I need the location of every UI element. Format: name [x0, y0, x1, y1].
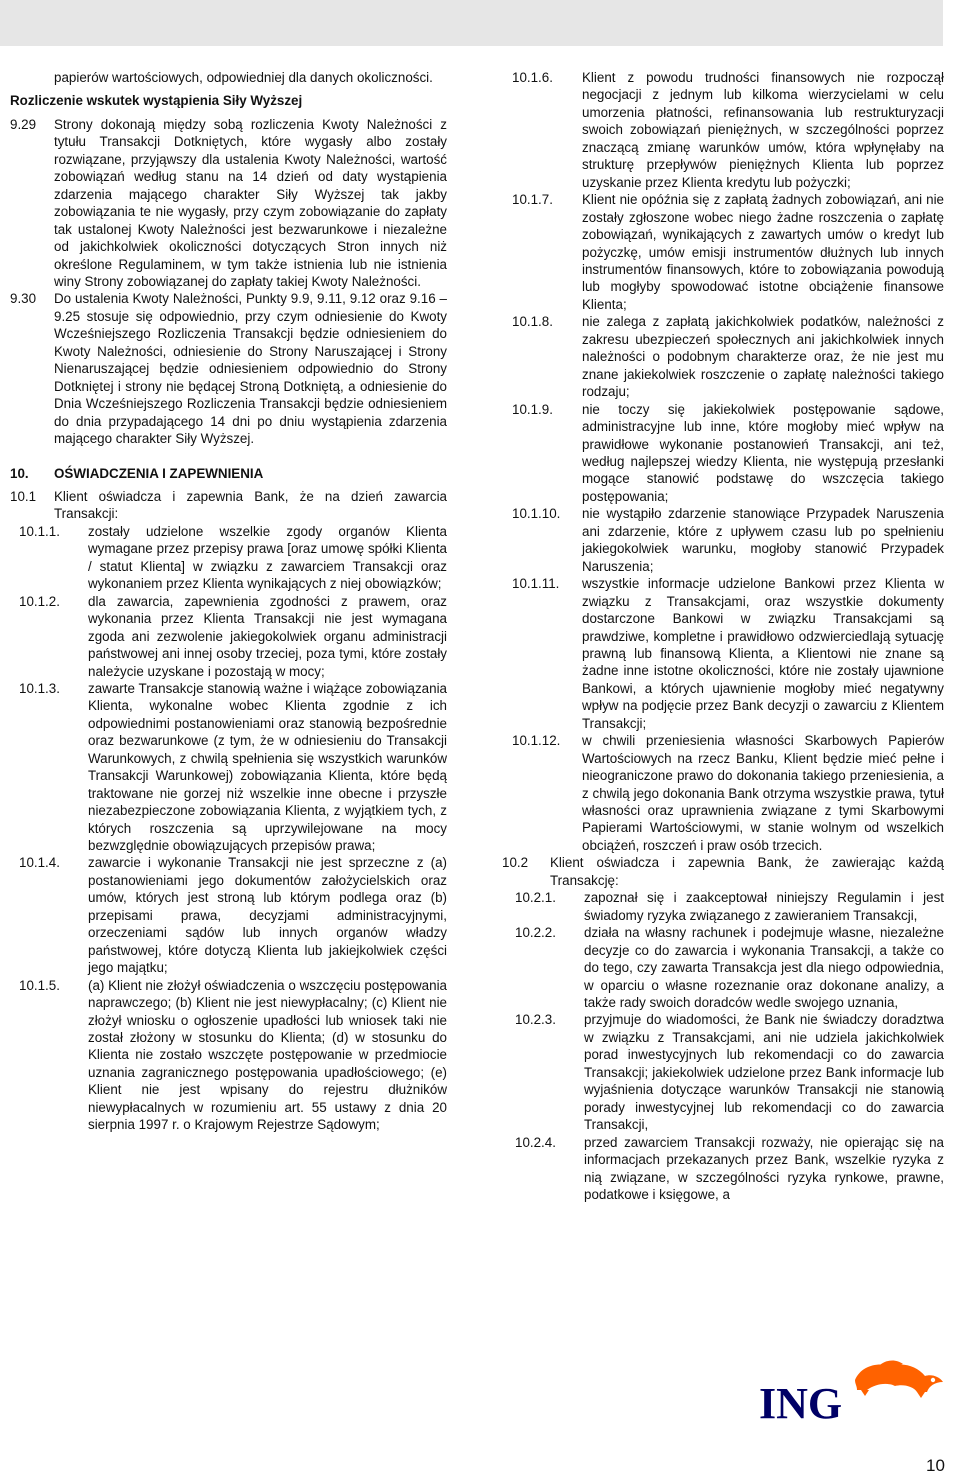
force-majeure-heading: Rozliczenie wskutek wystąpienia Siły Wyższej — [10, 93, 303, 109]
clause-number: 9.29 — [10, 116, 37, 132]
item-number: 10.1.2. — [19, 593, 60, 609]
list-item — [502, 191, 944, 313]
clause-number: 9.30 — [10, 291, 37, 307]
list-item — [502, 732, 944, 854]
list-item — [10, 854, 447, 976]
item-number: 10.2.2. — [515, 925, 556, 941]
list-item — [502, 889, 944, 924]
item-number: 10.1.8. — [512, 314, 553, 330]
section-title: OŚWIADCZENIA I ZAPEWNIENIA — [54, 465, 264, 481]
item-text: (a) Klient nie złożył oświadczenia o wszczęciu postępowania naprawczego; (b) Klient nie jest niewypłacalny; (c) Klient nie złożył wniosku o ogłoszenie upadłości lub wniosek taki nie został złożony w stosunku do Klienta; (d) w stosunku do Klienta nie zostało wszczęte postępowanie w przedmiocie uznania zagranicznego postępowania upadłościowego; (e) Klient nie jest wpisany do rejestru dłużników niewypłacalnych w rozumieniu art. 55 ustawy z dnia 20 sierpnia 1997 r. o Krajowym Rejestrze Sądowym; — [88, 977, 447, 1133]
item-text: Klient z powodu trudności finansowych nie rozpoczął negocjacji z jednym lub kilkoma wierzycielami w celu umorzenia płatności, refinansowania lub restrukturyzacji swoich zobowiązań pieniężnych, w szczególności poprzez znaczącą zmianę warunków umów, która wpłynęłaby na strukturę przepływów pieniężnych Klienta lub poprzez uzyskanie przez Klienta kredytu lub pożyczki; — [582, 70, 944, 190]
clause-number: 10.1 — [10, 488, 37, 504]
clause-10-2 — [502, 854, 944, 889]
list-item — [10, 523, 447, 593]
item-text: przed zawarciem Transakcji rozważy, nie opierając się na informacjach przekazanych przez Bank, wszelkie ryzyka z nią związane, w szczególności ryzyka rynkowe, prawne, podatkowe i księgowe, a — [584, 1134, 944, 1202]
lion-icon — [855, 1361, 943, 1398]
clause-10-1 — [10, 488, 447, 523]
item-text: Klient nie opóźnia się z zapłatą żadnych zobowiązań, ani nie zostały zgłoszone wobec niego żadne roszczenia o zapłatę zobowiązań, wynikających z zawartych umów o kredyt lub pożyczkę, umów emisji instrumentów dłużnych lub innych instrumentów finansowych, które to zobowiązania powodują lub mogłyby spowodować istotne obciążenie finansowe Klienta; — [582, 192, 944, 312]
item-text: zawarcie i wykonanie Transakcji nie jest sprzeczne z (a) postanowieniami jego dokumentów założycielskich oraz umów, których jest stroną lub którym podlega oraz (b) przepisami prawa, decyzjami administracyjnymi, orzeczeniami sądów lub innych organów władzy państwowej, które dotyczą Klienta lub jakiejkolwiek części jego majątku; — [88, 855, 447, 976]
item-text: zapoznał się i zaakceptował niniejszy Regulamin i jest świadomy ryzyka związanego z zawieraniem Transakcji, — [584, 890, 944, 923]
item-number: 10.1.7. — [512, 192, 553, 208]
item-number: 10.2.3. — [515, 1012, 556, 1028]
item-number: 10.1.4. — [19, 855, 60, 871]
item-number: 10.1.11. — [512, 576, 560, 592]
clause-9-29 — [10, 116, 447, 291]
item-text: w chwili przeniesienia własności Skarbowych Papierów Wartościowych na rzecz Banku, Klient będzie mieć pełne i nieograniczone prawo do dokonania takiego przeniesienia, a z chwilą jego dokonania Bank otrzyma wszystkie prawa, tytuł własności oraz uprawnienia związane z tymi Skarbowymi Papierami Wartościowymi, w stanie wolnym od wszelkich obciążeń, roszczeń i praw osób trzecich. — [582, 733, 944, 853]
list-item — [502, 69, 944, 191]
clause-text: Klient oświadcza i zapewnia Bank, że zawierając każdą Transakcję: — [550, 855, 944, 888]
item-text: nie toczy się jakiekolwiek postępowanie sądowe, administracyjne lub inne, które mogłoby mieć wpływ na prawidłowe wykonanie postanowień Transakcji, ani też, według najlepszej wiedzy Klienta, nie występują przesłanki mogące stanowić podstawę do wszczęcia takiego postępowania; — [582, 401, 944, 504]
item-text: zawarte Transakcje stanowią ważne i wiążące zobowiązania Klienta, wykonalne wobec Klienta zgodnie z ich odpowiednimi postanowieniami oraz stanowią bezpośrednie oraz bezwarunkowe (z tym, że w odniesieniu do Transakcji Warunkowych, z chwilą spełnienia się wszystkich warunków Transakcji Warunkowej) zobowiązania Klienta, które będą traktowane nie gorzej niż wszelkie inne obecne i przyszłe niezabezpieczone zobowiązania Klienta, z wyjątkiem tych, z których roszczenia są uprzywilejowane na mocy bezwzględnie obowiązujących przepisów prawa; — [88, 680, 447, 854]
item-number: 10.1.3. — [19, 680, 60, 696]
clause-text: Do ustalenia Kwoty Należności, Punkty 9.9, 9.11, 9.12 oraz 9.16 – 9.25 stosuje się odpowiednio, przy czym odniesienie do Kwoty Wcześniejszego Rozliczenia Transakcji będzie odniesieniem do Kwoty Należności, odniesienie do Strony Naruszającej i Strony Nienaruszającej będzie odniesieniem odpowiednio do Strony Dotkniętej i strony nie będącej Stroną Dotkniętą, a odniesienie do Dnia Wcześniejszego Rozliczenia Transakcji będzie odniesieniem do dnia przypadającego 14 dni po dniu wystąpienia zdarzenia mającego charakter Siły Wyższej. — [54, 291, 447, 447]
list-item — [502, 575, 944, 732]
item-text: dla zawarcia, zapewnienia zgodności z prawem, oraz wykonania przez Klienta Transakcji nie jest wymagana zgoda ani zezwolenie jakiegokolwiek organu administracji państwowej ani innej osoby trzeciej, poza tymi, które zostały należycie uzyskane i pozostają w mocy; — [88, 593, 447, 679]
page-number: 10 — [926, 1456, 945, 1475]
ing-logo — [757, 1356, 949, 1422]
list-item — [502, 313, 944, 400]
item-number: 10.1.12. — [512, 733, 561, 749]
item-text: działa na własny rachunek i podejmuje własne, niezależne decyzje co do zawarcia i wykonania Transakcji, a także co do tego, czy zawarta Transakcja jest dla niego odpowiednia, w oparciu o własne rozeznanie oraz dokonane analizy, a także rady swoich doradców wedle swojego uznania, — [584, 925, 944, 1011]
item-number: 10.1.1. — [19, 523, 60, 539]
item-number: 10.2.4. — [515, 1134, 556, 1150]
continued-paragraph: papierów wartościowych, odpowiedniej dla danych okoliczności. — [54, 70, 433, 85]
item-number: 10.2.1. — [515, 890, 556, 906]
item-number: 10.1.10. — [512, 506, 561, 522]
list-item — [502, 505, 944, 575]
list-item — [502, 401, 944, 506]
list-item — [10, 593, 447, 680]
item-text: wszystkie informacje udzielone Bankowi przez Klienta w związku z Transakcjami, oraz wszystkie dokumenty dostarczone Bankowi w związku Transakcjami są prawdziwe, kompletne i prawidłowo odzwierciedlają sytuację prawną lub finansową Klienta, a Klientowi nie znane są żadne inne istotne okoliczności, które nie zostały ujawnione Bankowi, a których ujawnienie mogłoby mieć negatywny wpływ na podjęcie przez Bank decyzji o zawarciu z Klientem Transakcji; — [582, 576, 944, 731]
list-item — [502, 1134, 944, 1204]
item-number: 10.1.5. — [19, 977, 60, 993]
list-item — [10, 680, 447, 855]
top-grey-band — [0, 0, 943, 46]
item-text: nie zalega z zapłatą jakichkolwiek podatków, należności z zakresu ubezpieczeń społecznych ani jakichkolwiek innych należności o podobnym charakterze oraz, że nie jest mu znane jakiekolwiek roszczenie o zapłatę należności takiego rodzaju; — [582, 314, 944, 400]
clause-number: 10.2 — [502, 855, 529, 871]
item-text: nie wystąpiło zdarzenie stanowiące Przypadek Naruszenia ani zdarzenie, które z upływem czasu lub po spełnieniu jakiegokolwiek warunku, mogłoby stanowić Przypadek Naruszenia; — [582, 506, 944, 574]
clause-text: Klient oświadcza i zapewnia Bank, że na dzień zawarcia Transakcji: — [54, 488, 447, 522]
list-item — [10, 977, 447, 1134]
item-number: 10.1.9. — [512, 401, 553, 417]
clause-9-30 — [10, 290, 447, 447]
logo-wordmark: ING — [759, 1379, 843, 1422]
list-item — [502, 924, 944, 1011]
section-10-heading — [10, 465, 447, 482]
right-column — [502, 69, 944, 1203]
left-column — [10, 69, 447, 1134]
item-text: przyjmuje do wiadomości, że Bank nie świadczy doradztwa w związku z Transakcjami, ani nie udziela jakichkolwiek porad inwestycyjnych lub rekomendacji co do zawarcia Transakcji; jakiekolwiek udzielone przez Bank informacje lub wyjaśnienia dotyczące warunków Transakcji nie stanowią porady inwestycyjnej lub rekomendacji co do zawarcia Transakcji, — [584, 1012, 944, 1133]
list-item — [502, 1011, 944, 1133]
item-text: zostały udzielone wszelkie zgody organów Klienta wymagane przez przepisy prawa [oraz umowę spółki Klienta / statut Klienta] w związku z zawarciem Transakcji oraz wykonaniem przez Klienta wynikających z niej obowiązków; — [88, 523, 447, 592]
section-number: 10. — [10, 465, 29, 481]
clause-text: Strony dokonają między sobą rozliczenia Kwoty Należności z tytułu Transakcji Dotkniętych, które wygasły albo zostały rozwiązane, przyjąwszy dla ustalenia Kwoty Należności, wartość zobowiązań według stanu na 14 dzień od daty wystąpienia zdarzenia mającego charakter Siły Wyższej tak jakby zobowiązania te nie wygasły, przy czym zobowiązanie do zapłaty tak ustalonej Kwoty Należności jest bezwarunkowe i niezależne od jakichkolwiek okoliczności dotyczących Stron innych niż określone Regulaminem, w tym także istnienia lub nie istnienia winy Strony zobowiązanej do zapłaty takiej Kwoty Należności. — [54, 116, 447, 289]
item-number: 10.1.6. — [512, 70, 553, 85]
